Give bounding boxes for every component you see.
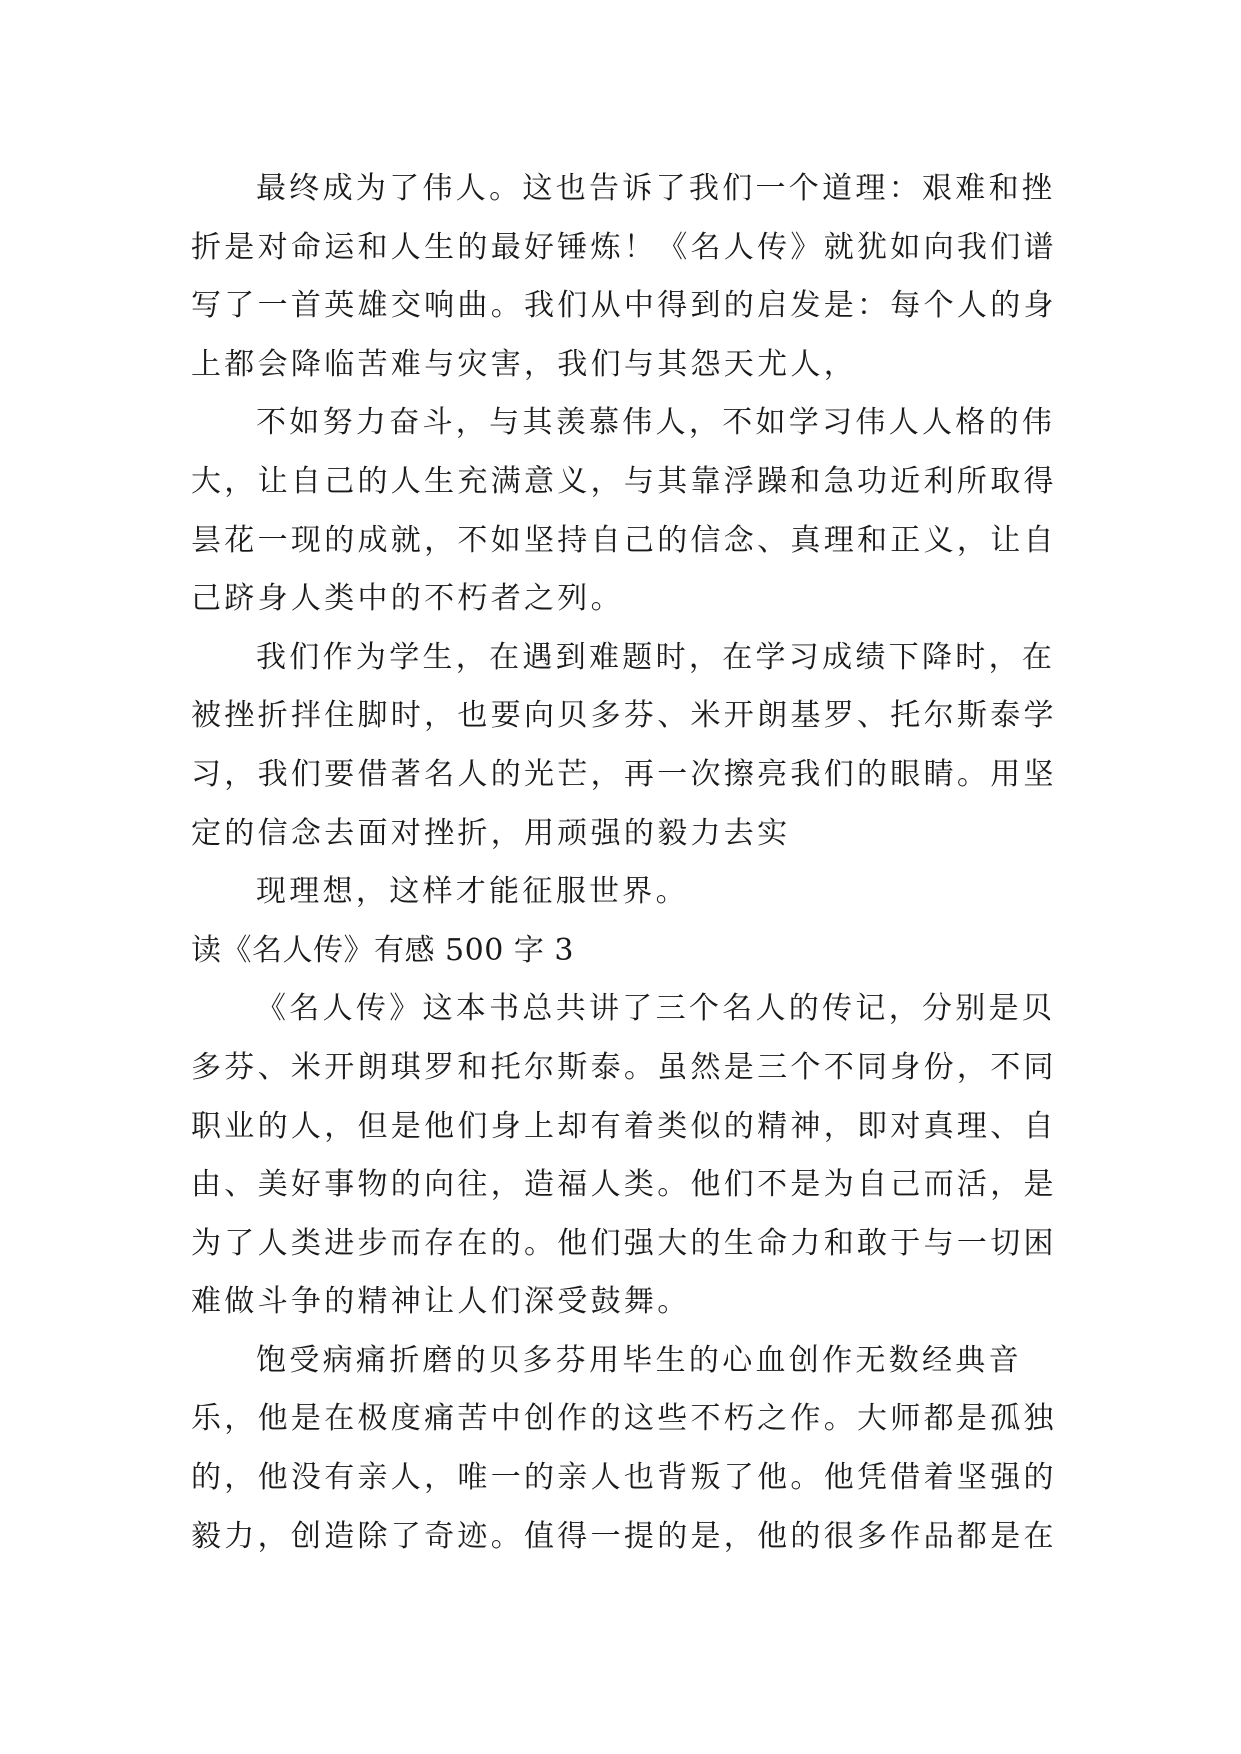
text-line: 最终成为了伟人。这也告诉了我们一个道理：艰难和挫 [256,171,1056,206]
text-line: 的，他没有亲人，唯一的亲人也背叛了他。他凭借着坚强的 [191,1460,1057,1496]
body-text [191,160,1057,1566]
section-heading: 读《名人传》有感 500 字 3 [191,932,574,968]
text-line: 上都会降临苦难与灾害，我们与其怨天尤人， [191,346,857,382]
text-line: 写了一首英雄交响曲。我们从中得到的启发是：每个人的身 [191,288,1057,324]
text-line: 现理想，这样才能征服世界。 [256,874,689,910]
text-line: 毅力，创造除了奇迹。值得一提的是，他的很多作品都是在 [191,1518,1057,1554]
text-line: 为了人类进步而存在的。他们强大的生命力和敢于与一切困 [191,1225,1057,1261]
text-line: 己跻身人类中的不朽者之列。 [191,581,624,617]
text-line: 我们作为学生，在遇到难题时，在学习成绩下降时，在 [256,639,1056,675]
text-line: 定的信念去面对挫折，用顽强的毅力去实 [191,815,791,851]
text-line: 职业的人，但是他们身上却有着类似的精神，即对真理、自 [191,1108,1057,1144]
text-line: 折是对命运和人生的最好锤炼！《名人传》就犹如向我们谱 [191,229,1057,265]
text-line: 昙花一现的成就，不如坚持自己的信念、真理和正义，让自 [191,522,1057,558]
text-line: 乐，他是在极度痛苦中创作的这些不朽之作。大师都是孤独 [191,1401,1057,1437]
text-line: 由、美好事物的向往，造福人类。他们不是为自己而活，是 [191,1167,1057,1203]
text-line: 多芬、米开朗琪罗和托尔斯泰。虽然是三个不同身份，不同 [191,1049,1057,1085]
text-line: 被挫折拌住脚时，也要向贝多芬、米开朗基罗、托尔斯泰学 [191,698,1057,734]
text-line: 习，我们要借著名人的光芒，再一次擦亮我们的眼睛。用坚 [191,756,1057,792]
text-line: 难做斗争的精神让人们深受鼓舞。 [191,1284,691,1320]
text-line: 不如努力奋斗，与其羡慕伟人，不如学习伟人人格的伟 [256,405,1056,441]
text-line: 大，让自己的人生充满意义，与其靠浮躁和急功近利所取得 [191,463,1057,499]
text-line: 饱受病痛折磨的贝多芬用毕生的心血创作无数经典音 [256,1342,1022,1378]
text-line: 《名人传》这本书总共讲了三个名人的传记，分别是贝 [256,991,1056,1027]
